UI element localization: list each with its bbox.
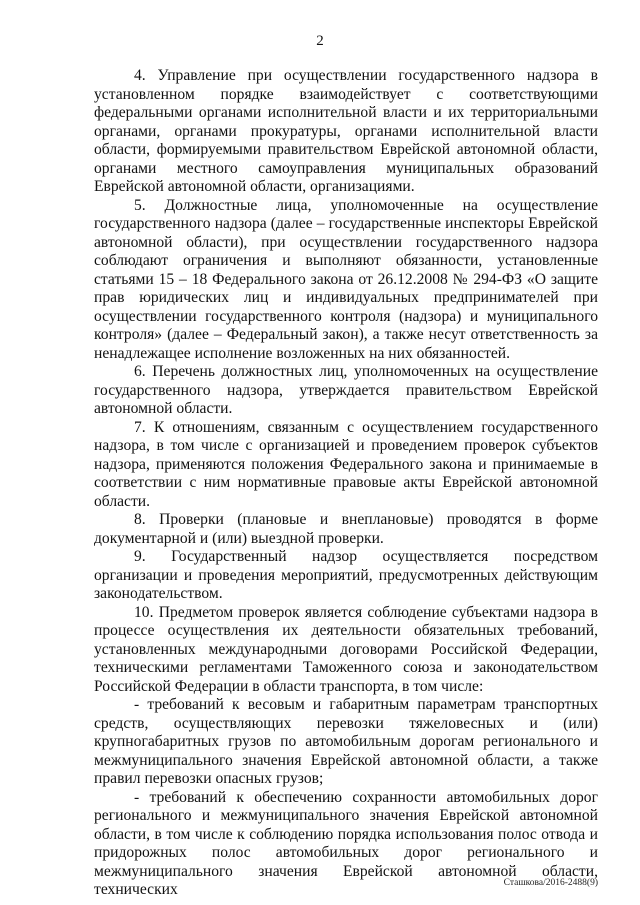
list-item-weight-dimensions: - требований к весовым и габаритным параметрам транспортных средств, осуществляющих перевозки тяжеловесных и (или) крупногабаритных грузов по автомобильным дорогам регионального и межмуниципального значения Еврейской автономной области, а также правил перевозки опасных грузов; [94,696,598,787]
paragraph-7: 7. К отношениям, связанным с осуществлением государственного надзора, в том числе с организацией и проведением проверок субъектов надзора, применяются положения Федерального закона и принимаемые в соответствии с ним нормативные правовые акты Еврейской автономной области. [94,418,598,510]
paragraph-4: 4. Управление при осуществлении государственного надзора в установленном порядке взаимодействует с соответствующими федеральными органами исполнительной власти и их территориальными органами, органами прокуратуры, органами исполнительной власти области, формируемыми правительством Еврейской автономной области, органами местного самоуправления муниципальных образований Еврейской автономной области, организациями. [94,67,598,195]
document-footer-code: Сташкова/2016-2488(9) [503,878,598,888]
document-body [94,67,598,900]
paragraph-5: 5. Должностные лица, уполномоченные на осуществление государственного надзора (далее – государственные инспекторы Еврейской автономной области), при осуществлении государственного надзора соблюдают ограничения и выполняют обязанности, установленные статьями 15 – 18 Федерального закона от 26.12.2008 № 294-ФЗ «О защите прав юридических лиц и индивидуальных предпринимателей при осуществлении государственного контроля (надзора) и муниципального контроля» (далее – Федеральный закон), а также несут ответственность за ненадлежащее исполнение возложенных на них обязанностей. [94,196,598,362]
paragraph-6: 6. Перечень должностных лиц, уполномоченных на осуществление государственного надзора, утверждается правительством Еврейской автономной области. [94,363,598,417]
page-number: 2 [316,33,324,49]
paragraph-9: 9. Государственный надзор осуществляется посредством организации и проведения мероприятий, предусмотренных действующим законодательством. [94,548,598,602]
paragraph-10: 10. Предметом проверок является соблюдение субъектами надзора в процессе осуществления их деятельности обязательных требований, установленных международными договорами Российской Федерации, техническими регламентами Таможенного союза и законодательством Российской Федерации в области транспорта, в том числе: [94,603,598,695]
paragraph-8: 8. Проверки (плановые и внеплановые) проводятся в форме документарной и (или) выездной проверки. [94,511,598,547]
list-item-road-preservation: - требований к обеспечению сохранности автомобильных дорог регионального и межмуниципального значения Еврейской автономной области, в том числе к соблюдению порядка использования полос отвода и придорожных полос автомобильных дорог регионального и межмуниципального значения Еврейской автономной области, технических [94,788,598,898]
